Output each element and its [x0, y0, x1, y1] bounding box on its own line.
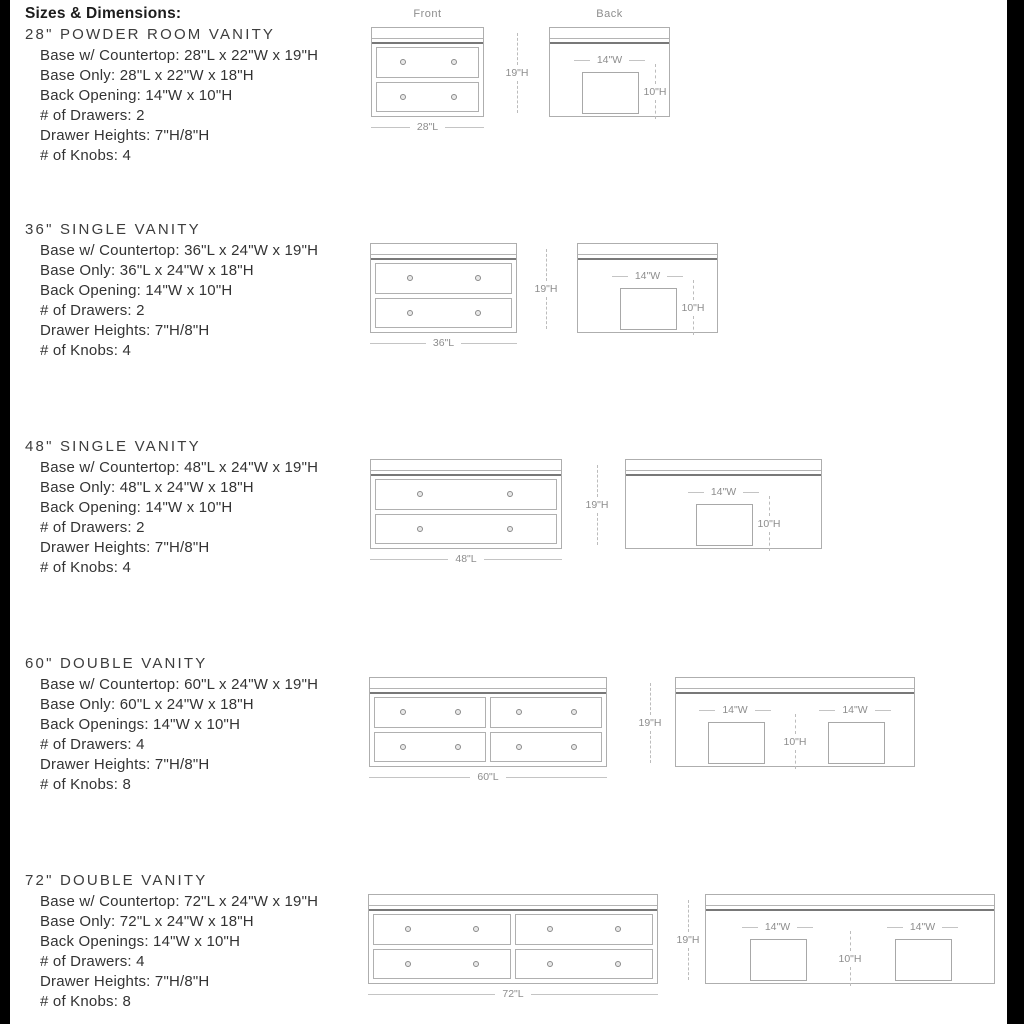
front-view-diagram	[370, 243, 517, 333]
dimension-dash-line	[531, 994, 658, 995]
drawer-knob	[571, 709, 577, 715]
drawer-knob	[571, 744, 577, 750]
length-dimension	[371, 121, 484, 133]
countertop-line	[550, 42, 669, 44]
drawer-knob	[407, 275, 413, 281]
spec-line: Back Opening: 14"W x 10"H	[40, 282, 233, 299]
drawer	[515, 949, 653, 980]
page-title: Sizes & Dimensions:	[25, 5, 182, 22]
drawer-knob	[407, 310, 413, 316]
dimension-dash-line	[769, 532, 770, 552]
dimension-dash-line	[650, 731, 651, 763]
dimension-dash-line	[612, 276, 628, 277]
drawer	[376, 47, 479, 78]
spec-line: Base w/ Countertop: 72"L x 24"W x 19"H	[40, 893, 319, 910]
dimension-dash-line	[699, 710, 715, 711]
dimension-dash-line	[795, 750, 796, 770]
drawer-knob	[516, 744, 522, 750]
back-opening	[895, 939, 952, 981]
dimension-dash-line	[887, 927, 903, 928]
drawer-knob	[417, 491, 423, 497]
dimension-dash-line	[484, 559, 562, 560]
spec-line: Back Opening: 14"W x 10"H	[40, 499, 233, 516]
front-view-diagram	[371, 27, 484, 117]
dimension-dash-line	[368, 994, 495, 995]
front-view-diagram	[368, 894, 658, 984]
drawer-knob	[516, 709, 522, 715]
height-dimension-label: 19"H	[676, 934, 700, 946]
drawer-knob	[547, 926, 553, 932]
dimension-dash-line	[797, 927, 813, 928]
back-opening	[696, 504, 753, 546]
length-dimension	[369, 771, 607, 783]
section-title: 36" SINGLE VANITY	[25, 221, 201, 238]
opening-width-dimension-label: 14"W	[596, 54, 623, 66]
opening-width-dimension-label: 14"W	[842, 704, 868, 716]
dimension-dash-line	[688, 492, 704, 493]
section-title: 72" DOUBLE VANITY	[25, 872, 208, 889]
spec-line: Back Openings: 14"W x 10"H	[40, 716, 241, 733]
drawer-knob	[473, 961, 479, 967]
opening-width-dimension	[683, 704, 787, 716]
dimension-dash-line	[629, 60, 645, 61]
drawer-knob	[400, 94, 406, 100]
back-opening	[620, 288, 677, 330]
back-opening	[582, 72, 639, 114]
drawer	[374, 697, 486, 728]
dimension-dash-line	[369, 777, 470, 778]
drawer	[515, 914, 653, 945]
opening-width-dimension	[726, 921, 830, 933]
drawer	[375, 479, 557, 510]
drawer-area	[376, 47, 479, 112]
height-dimension	[673, 900, 703, 980]
height-dimension	[582, 465, 612, 545]
spec-line: Base Only: 72"L x 24"W x 18"H	[40, 913, 254, 930]
dimension-dash-line	[769, 496, 770, 516]
drawer-knob	[405, 926, 411, 932]
height-dimension-label: 19"H	[505, 67, 529, 79]
countertop-line	[371, 258, 516, 260]
spec-line: Base Only: 36"L x 24"W x 18"H	[40, 262, 254, 279]
dimension-dash-line	[517, 33, 518, 65]
front-view-label: Front	[413, 8, 442, 20]
dimension-dash-line	[506, 777, 607, 778]
spec-line: # of Drawers: 4	[40, 953, 145, 970]
drawer-knob	[547, 961, 553, 967]
countertop-edge	[578, 244, 717, 255]
opening-width-dimension-label: 14"W	[710, 486, 737, 498]
dimension-dash-line	[574, 60, 590, 61]
dimension-dash-line	[597, 465, 598, 497]
spec-line: Drawer Heights: 7"H/8"H	[40, 973, 210, 990]
dimension-dash-line	[667, 276, 683, 277]
drawer	[376, 82, 479, 113]
countertop-edge	[550, 28, 669, 39]
opening-height-dimension	[754, 496, 784, 551]
opening-width-dimension-label: 14"W	[909, 921, 936, 933]
countertop-line	[372, 42, 483, 44]
drawer-knob	[475, 310, 481, 316]
dimension-dash-line	[655, 100, 656, 120]
drawer-area	[375, 263, 512, 328]
length-dimension-label: 28"L	[416, 121, 439, 133]
countertop-line	[706, 909, 994, 911]
opening-height-dimension	[835, 931, 865, 986]
drawer-knob	[455, 709, 461, 715]
back-opening	[750, 939, 807, 981]
section-title: 28" POWDER ROOM VANITY	[25, 26, 276, 43]
countertop-edge	[369, 895, 657, 906]
opening-height-dimension	[678, 280, 708, 335]
front-view-diagram	[370, 459, 562, 549]
height-dimension	[531, 249, 561, 329]
drawer	[490, 697, 602, 728]
drawer-area	[374, 697, 602, 762]
dimension-dash-line	[370, 343, 426, 344]
drawer	[373, 949, 511, 980]
opening-width-dimension	[871, 921, 975, 933]
countertop-edge	[372, 28, 483, 39]
section-title: 60" DOUBLE VANITY	[25, 655, 208, 672]
length-dimension-label: 36"L	[432, 337, 455, 349]
dimension-dash-line	[546, 297, 547, 329]
drawer-knob	[507, 491, 513, 497]
drawer-knob	[451, 94, 457, 100]
spec-line: Back Opening: 14"W x 10"H	[40, 87, 233, 104]
drawer-knob	[405, 961, 411, 967]
opening-width-dimension	[803, 704, 907, 716]
height-dimension	[502, 33, 532, 113]
drawer	[374, 732, 486, 763]
countertop-edge	[706, 895, 994, 906]
spec-line: Base Only: 60"L x 24"W x 18"H	[40, 696, 254, 713]
length-dimension	[368, 988, 658, 1000]
dimension-dash-line	[942, 927, 958, 928]
opening-height-dimension	[780, 714, 810, 769]
countertop-edge	[626, 460, 821, 471]
dimension-dash-line	[755, 710, 771, 711]
opening-height-dimension-label: 10"H	[681, 301, 705, 314]
dimension-dash-line	[371, 127, 410, 128]
opening-height-dimension-label: 10"H	[757, 517, 781, 530]
spec-line: Back Openings: 14"W x 10"H	[40, 933, 241, 950]
opening-height-dimension	[640, 64, 670, 119]
spec-line: Base w/ Countertop: 36"L x 24"W x 19"H	[40, 242, 319, 259]
height-dimension-label: 19"H	[638, 717, 662, 729]
spec-line: # of Drawers: 4	[40, 736, 145, 753]
spec-line: Drawer Heights: 7"H/8"H	[40, 322, 210, 339]
spec-line: # of Knobs: 8	[40, 776, 131, 793]
spec-line: Base w/ Countertop: 48"L x 24"W x 19"H	[40, 459, 319, 476]
drawer-knob	[455, 744, 461, 750]
back-view-label: Back	[596, 8, 623, 20]
countertop-line	[626, 474, 821, 476]
dimension-dash-line	[655, 64, 656, 84]
countertop-line	[370, 692, 606, 694]
dimension-dash-line	[742, 927, 758, 928]
countertop-edge	[370, 678, 606, 689]
section-title: 48" SINGLE VANITY	[25, 438, 201, 455]
dimension-dash-line	[795, 714, 796, 734]
opening-width-dimension-label: 14"W	[722, 704, 748, 716]
spec-line: Drawer Heights: 7"H/8"H	[40, 539, 210, 556]
dimension-dash-line	[819, 710, 835, 711]
dimension-dash-line	[688, 900, 689, 932]
drawer	[373, 914, 511, 945]
spec-line: Drawer Heights: 7"H/8"H	[40, 127, 210, 144]
height-dimension-label: 19"H	[585, 499, 609, 511]
countertop-line	[578, 258, 717, 260]
dimension-dash-line	[743, 492, 759, 493]
drawer	[375, 514, 557, 545]
dimension-dash-line	[461, 343, 517, 344]
spec-line: Drawer Heights: 7"H/8"H	[40, 756, 210, 773]
dimension-dash-line	[875, 710, 891, 711]
spec-line: Base w/ Countertop: 60"L x 24"W x 19"H	[40, 676, 319, 693]
height-dimension-label: 19"H	[534, 283, 558, 295]
dimension-dash-line	[445, 127, 484, 128]
opening-height-dimension-label: 10"H	[783, 735, 807, 748]
spec-line: # of Knobs: 8	[40, 993, 131, 1010]
spec-line: Base Only: 28"L x 22"W x 18"H	[40, 67, 254, 84]
spec-line: # of Drawers: 2	[40, 519, 145, 536]
countertop-edge	[371, 460, 561, 471]
spec-line: # of Drawers: 2	[40, 107, 145, 124]
dimension-dash-line	[517, 81, 518, 113]
spec-line: Base w/ Countertop: 28"L x 22"W x 19"H	[40, 47, 319, 64]
spec-line: # of Knobs: 4	[40, 147, 131, 164]
drawer-knob	[615, 926, 621, 932]
length-dimension-label: 72"L	[502, 988, 524, 1000]
height-dimension	[635, 683, 665, 763]
opening-height-dimension-label: 10"H	[643, 85, 667, 98]
drawer-knob	[417, 526, 423, 532]
back-opening	[708, 722, 765, 764]
drawer	[375, 298, 512, 329]
drawer-area	[375, 479, 557, 544]
length-dimension-label: 60"L	[477, 771, 499, 783]
length-dimension-label: 48"L	[455, 553, 477, 565]
spec-line: Base Only: 48"L x 24"W x 18"H	[40, 479, 254, 496]
dimension-dash-line	[546, 249, 547, 281]
drawer-knob	[507, 526, 513, 532]
spec-line: # of Drawers: 2	[40, 302, 145, 319]
opening-width-dimension-label: 14"W	[764, 921, 791, 933]
length-dimension	[370, 553, 562, 565]
dimension-dash-line	[850, 967, 851, 987]
back-opening	[828, 722, 885, 764]
dimension-dash-line	[850, 931, 851, 951]
right-border-bar	[1007, 0, 1024, 1024]
countertop-line	[371, 474, 561, 476]
drawer-knob	[400, 59, 406, 65]
front-view-diagram	[369, 677, 607, 767]
drawer-knob	[473, 926, 479, 932]
dimension-dash-line	[693, 280, 694, 300]
drawer-knob	[475, 275, 481, 281]
left-border-bar	[0, 0, 10, 1024]
dimension-dash-line	[693, 316, 694, 336]
opening-width-dimension-label: 14"W	[634, 270, 661, 282]
length-dimension	[370, 337, 517, 349]
countertop-edge	[676, 678, 914, 689]
drawer-knob	[400, 709, 406, 715]
countertop-line	[676, 692, 914, 694]
drawer-knob	[615, 961, 621, 967]
dimension-dash-line	[688, 948, 689, 980]
dimension-dash-line	[650, 683, 651, 715]
drawer	[375, 263, 512, 294]
countertop-edge	[371, 244, 516, 255]
drawer-knob	[400, 744, 406, 750]
dimension-dash-line	[370, 559, 448, 560]
dimension-dash-line	[597, 513, 598, 545]
opening-height-dimension-label: 10"H	[838, 952, 862, 965]
spec-line: # of Knobs: 4	[40, 342, 131, 359]
drawer-knob	[451, 59, 457, 65]
drawer-area	[373, 914, 653, 979]
countertop-line	[369, 909, 657, 911]
spec-line: # of Knobs: 4	[40, 559, 131, 576]
back-view-diagram	[625, 459, 822, 549]
drawer	[490, 732, 602, 763]
